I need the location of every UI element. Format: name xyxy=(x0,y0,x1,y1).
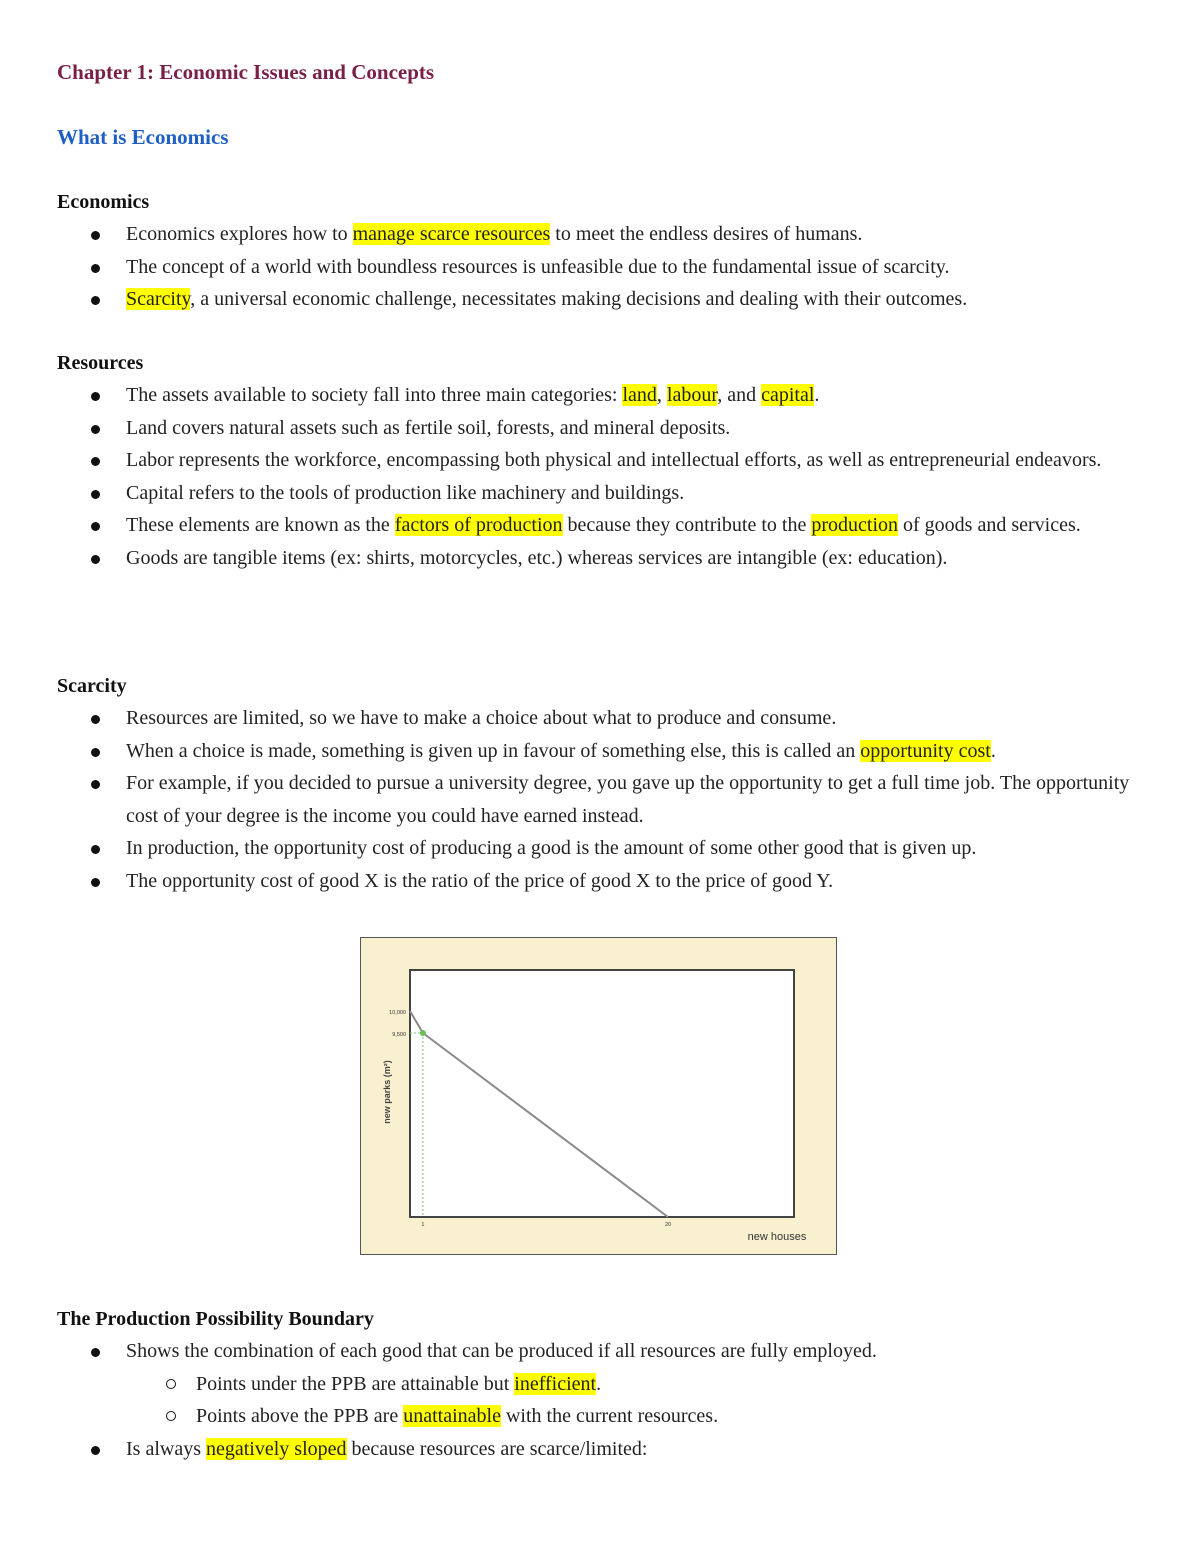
plot-area xyxy=(410,970,794,1217)
ppb-chart xyxy=(360,937,837,1255)
y-axis-label: new parks (m²) xyxy=(382,1060,392,1124)
list-item: Is always negatively sloped because resources are scarce/limited: xyxy=(0,1433,1140,1466)
chapter-title: Chapter 1: Economic Issues and Concepts xyxy=(57,60,435,84)
list-item: Shows the combination of each good that can be produced if all resources are fully employed. Points under the PPB are attainable but inefficient. Points above the PPB are unattainable with the current resources. xyxy=(0,1335,1140,1433)
highlight: factors of production xyxy=(394,514,563,536)
list-item: The opportunity cost of good X is the ratio of the price of good X to the price of good Y. xyxy=(0,865,1140,898)
highlight: unattainable xyxy=(403,1405,501,1427)
y-tick-label: 9,500 xyxy=(392,1032,406,1038)
highlight-point xyxy=(420,1030,426,1036)
ppb-list xyxy=(0,1335,1140,1465)
scarcity-list xyxy=(0,702,1140,897)
list-item: Points above the PPB are unattainable with the current resources. xyxy=(126,1400,1140,1433)
x-tick-label: 20 xyxy=(664,1222,672,1228)
list-item: Land covers natural assets such as fertile soil, forests, and mineral deposits. xyxy=(0,412,1140,445)
highlight: inefficient xyxy=(514,1372,597,1395)
list-item: Scarcity, a universal economic challenge, necessitates making decisions and dealing with their outcomes. xyxy=(0,283,1140,316)
highlight: land xyxy=(622,384,657,406)
highlight: production xyxy=(811,514,898,536)
economics-list xyxy=(0,218,1140,316)
highlight: capital xyxy=(761,384,815,406)
heading-resources: Resources xyxy=(57,352,144,374)
list-item: Resources are limited, so we have to make a choice about what to produce and consume. xyxy=(0,702,1140,735)
heading-ppb: The Production Possibility Boundary xyxy=(57,1308,374,1330)
heading-economics: Economics xyxy=(57,191,150,213)
list-item: These elements are known as the factors of production because they contribute to the production of goods and services. xyxy=(0,509,1140,542)
resources-list xyxy=(0,379,1140,574)
list-item: Points under the PPB are attainable but inefficient. xyxy=(126,1368,1140,1401)
highlight: negatively sloped xyxy=(205,1437,347,1460)
list-item: In production, the opportunity cost of producing a good is the amount of some other good that is given up. xyxy=(0,832,1140,865)
list-item: The assets available to society fall into three main categories: land, labour, and capital. xyxy=(0,379,1140,412)
y-tick-label: 10,000 xyxy=(389,1010,406,1016)
list-item: Labor represents the workforce, encompassing both physical and intellectual efforts, as well as entrepreneurial endeavors. xyxy=(0,444,1140,477)
list-item: Goods are tangible items (ex: shirts, motorcycles, etc.) whereas services are intangible (ex: education). xyxy=(0,542,1140,575)
list-item: Economics explores how to manage scarce resources to meet the endless desires of humans. xyxy=(0,218,1140,251)
x-tick-label: 1 xyxy=(421,1222,425,1228)
list-item: For example, if you decided to pursue a university degree, you gave up the opportunity to get a full time job. The opportunity cost of your degree is the income you could have earned instead. xyxy=(0,767,1140,832)
heading-scarcity: Scarcity xyxy=(57,675,127,697)
section-heading: What is Economics xyxy=(57,125,229,149)
highlight: Scarcity xyxy=(126,288,191,310)
ppb-chart-svg xyxy=(360,937,837,1255)
x-axis-label: new houses xyxy=(747,1231,807,1243)
highlight: opportunity cost xyxy=(860,739,991,762)
list-item: The concept of a world with boundless resources is unfeasible due to the fundamental issue of scarcity. xyxy=(0,251,1140,284)
highlight: labour xyxy=(666,384,718,406)
highlight: manage scarce resources xyxy=(352,223,551,245)
list-item: When a choice is made, something is given up in favour of something else, this is called an opportunity cost. xyxy=(0,735,1140,768)
list-item: Capital refers to the tools of production like machinery and buildings. xyxy=(0,477,1140,510)
ppb-sublist xyxy=(126,1368,1140,1433)
